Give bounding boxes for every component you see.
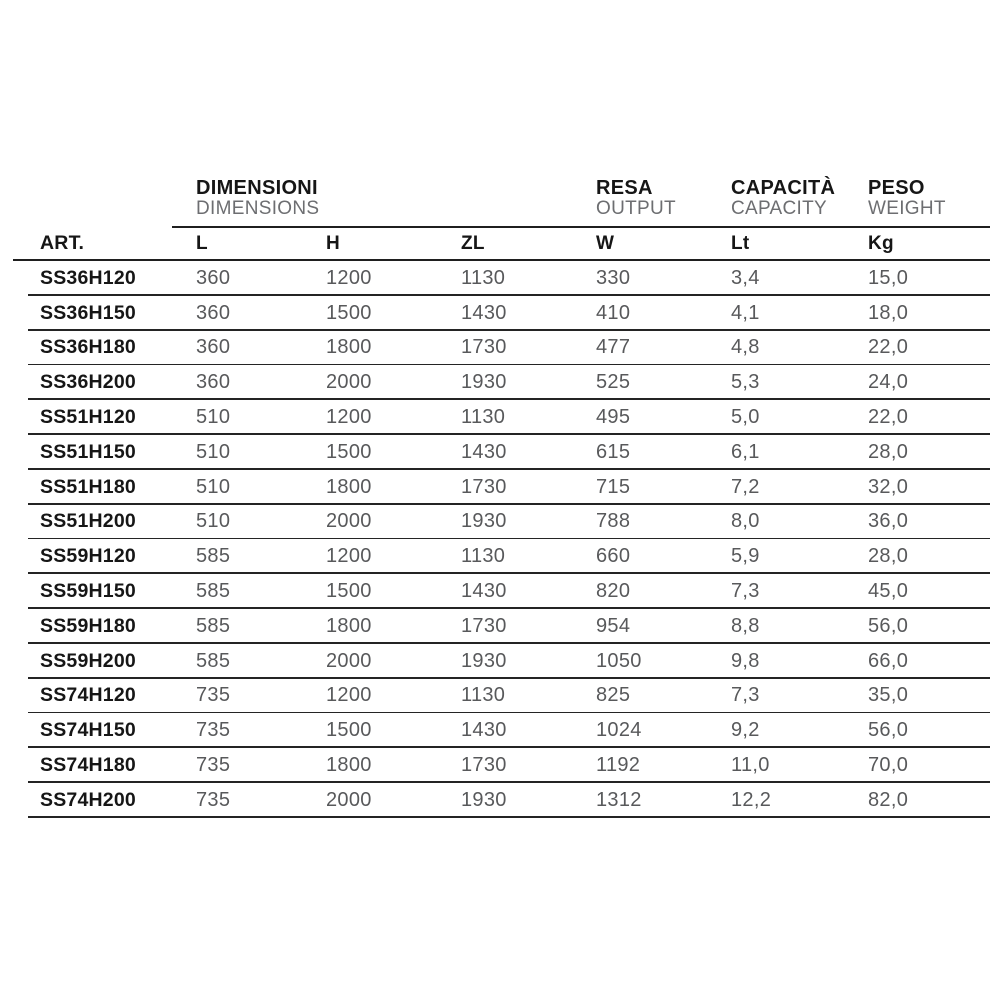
- cell-zl: 1430: [461, 719, 507, 742]
- cell-zl: 1130: [461, 406, 506, 429]
- cell-l: 585: [196, 649, 231, 672]
- cell-lt: 3,4: [731, 266, 760, 289]
- cell-h: 1200: [326, 406, 372, 429]
- group-subtitle-capacity: CAPACITY: [731, 198, 828, 219]
- table-row: [13, 296, 990, 331]
- cell-w: 525: [596, 371, 631, 394]
- cell-lt: 4,8: [731, 336, 760, 359]
- cell-lt: 5,3: [731, 371, 760, 394]
- table-row: [13, 435, 990, 470]
- cell-h: 1800: [326, 754, 372, 777]
- table-row: [13, 644, 990, 679]
- cell-kg: 18,0: [868, 301, 909, 324]
- group-title-output: RESA: [596, 177, 653, 199]
- cell-l: 585: [196, 614, 231, 637]
- cell-h: 1200: [326, 684, 372, 707]
- cell-h: 1800: [326, 614, 372, 637]
- cell-h: 2000: [326, 371, 372, 394]
- cell-h: 1800: [326, 475, 372, 498]
- spec-table: [13, 178, 990, 818]
- column-header-kg: Kg: [868, 232, 894, 254]
- group-header-underline: [172, 226, 990, 228]
- cell-kg: 22,0: [868, 406, 909, 429]
- cell-art: SS59H180: [40, 614, 136, 637]
- cell-l: 585: [196, 580, 231, 603]
- cell-zl: 1430: [461, 301, 507, 324]
- column-group-header-row: [13, 178, 990, 228]
- cell-art: SS74H120: [40, 684, 136, 707]
- cell-lt: 8,0: [731, 510, 760, 533]
- column-group-weight: [855, 178, 990, 219]
- table-row: [13, 470, 990, 505]
- cell-w: 1050: [596, 649, 642, 672]
- cell-zl: 1930: [461, 788, 507, 811]
- cell-h: 2000: [326, 510, 372, 533]
- cell-lt: 7,3: [731, 684, 760, 707]
- cell-h: 2000: [326, 649, 372, 672]
- cell-zl: 1930: [461, 371, 507, 394]
- cell-art: SS74H180: [40, 754, 136, 777]
- cell-w: 660: [596, 545, 631, 568]
- cell-h: 1800: [326, 336, 372, 359]
- column-header-zl: ZL: [461, 232, 485, 254]
- cell-l: 360: [196, 266, 231, 289]
- cell-lt: 11,0: [731, 754, 770, 777]
- cell-lt: 5,0: [731, 406, 760, 429]
- column-header-art: ART.: [40, 232, 85, 254]
- cell-w: 615: [596, 440, 631, 463]
- cell-w: 715: [596, 475, 631, 498]
- cell-art: SS36H150: [40, 301, 136, 324]
- cell-zl: 1130: [461, 266, 506, 289]
- column-header-w: W: [596, 232, 615, 254]
- cell-kg: 36,0: [868, 510, 909, 533]
- cell-l: 510: [196, 475, 231, 498]
- table-row: [13, 400, 990, 435]
- cell-kg: 66,0: [868, 649, 909, 672]
- cell-l: 735: [196, 684, 231, 707]
- group-subtitle-output: OUTPUT: [596, 198, 676, 219]
- column-header-l: L: [196, 232, 208, 254]
- cell-l: 360: [196, 301, 231, 324]
- cell-h: 2000: [326, 788, 372, 811]
- group-subtitle-dimensions: DIMENSIONS: [196, 198, 320, 219]
- cell-lt: 7,2: [731, 475, 760, 498]
- cell-art: SS59H150: [40, 580, 136, 603]
- table-row: [13, 679, 990, 714]
- cell-h: 1500: [326, 440, 372, 463]
- group-subtitle-weight: WEIGHT: [868, 198, 946, 219]
- cell-kg: 56,0: [868, 719, 909, 742]
- cell-kg: 28,0: [868, 440, 909, 463]
- cell-kg: 28,0: [868, 545, 909, 568]
- cell-lt: 12,2: [731, 788, 772, 811]
- cell-kg: 22,0: [868, 336, 909, 359]
- cell-zl: 1130: [461, 684, 506, 707]
- cell-art: SS59H200: [40, 649, 136, 672]
- cell-kg: 24,0: [868, 371, 909, 394]
- cell-w: 1312: [596, 788, 642, 811]
- cell-lt: 9,2: [731, 719, 760, 742]
- table-body: [13, 261, 990, 818]
- cell-art: SS74H200: [40, 788, 136, 811]
- cell-w: 410: [596, 301, 631, 324]
- table-row: [13, 261, 990, 296]
- cell-zl: 1430: [461, 440, 507, 463]
- column-group-dimensions: [183, 178, 583, 219]
- table-row: [13, 609, 990, 644]
- cell-l: 360: [196, 336, 231, 359]
- column-group-capacity: [718, 178, 855, 219]
- cell-w: 954: [596, 614, 631, 637]
- column-header-row: [13, 228, 990, 261]
- cell-kg: 82,0: [868, 788, 909, 811]
- column-group-output: [583, 178, 718, 219]
- cell-h: 1200: [326, 266, 372, 289]
- cell-zl: 1730: [461, 336, 507, 359]
- cell-w: 788: [596, 510, 631, 533]
- table-row: [13, 574, 990, 609]
- cell-zl: 1730: [461, 614, 507, 637]
- cell-l: 735: [196, 754, 231, 777]
- cell-lt: 7,3: [731, 580, 760, 603]
- cell-art: SS51H180: [40, 475, 136, 498]
- cell-l: 510: [196, 406, 231, 429]
- cell-art: SS36H180: [40, 336, 136, 359]
- cell-w: 820: [596, 580, 631, 603]
- cell-h: 1500: [326, 719, 372, 742]
- table-row: [13, 365, 990, 400]
- cell-lt: 6,1: [731, 440, 760, 463]
- cell-zl: 1930: [461, 649, 507, 672]
- cell-art: SS51H200: [40, 510, 136, 533]
- cell-w: 1024: [596, 719, 642, 742]
- table-row: [13, 331, 990, 366]
- cell-w: 330: [596, 266, 631, 289]
- table-row: [13, 748, 990, 783]
- cell-l: 510: [196, 510, 231, 533]
- cell-kg: 45,0: [868, 580, 909, 603]
- cell-lt: 4,1: [731, 301, 760, 324]
- group-title-capacity: CAPACITÀ: [731, 177, 836, 199]
- cell-w: 1192: [596, 754, 641, 777]
- cell-zl: 1730: [461, 754, 507, 777]
- cell-w: 495: [596, 406, 631, 429]
- cell-w: 477: [596, 336, 631, 359]
- cell-h: 1500: [326, 580, 372, 603]
- column-header-h: H: [326, 232, 341, 254]
- group-title-weight: PESO: [868, 177, 925, 199]
- cell-art: SS51H150: [40, 440, 136, 463]
- cell-h: 1500: [326, 301, 372, 324]
- cell-kg: 35,0: [868, 684, 909, 707]
- table-row: [13, 713, 990, 748]
- cell-art: SS59H120: [40, 545, 136, 568]
- cell-w: 825: [596, 684, 631, 707]
- table-row: [13, 783, 990, 818]
- cell-zl: 1430: [461, 580, 507, 603]
- column-header-lt: Lt: [731, 232, 750, 254]
- cell-zl: 1730: [461, 475, 507, 498]
- cell-art: SS51H120: [40, 406, 136, 429]
- cell-zl: 1930: [461, 510, 507, 533]
- cell-l: 360: [196, 371, 231, 394]
- cell-art: SS36H120: [40, 266, 136, 289]
- table-row: [13, 505, 990, 540]
- cell-l: 585: [196, 545, 231, 568]
- cell-h: 1200: [326, 545, 372, 568]
- cell-lt: 5,9: [731, 545, 760, 568]
- cell-art: SS36H200: [40, 371, 136, 394]
- cell-kg: 15,0: [868, 266, 909, 289]
- cell-l: 510: [196, 440, 231, 463]
- table-row: [13, 539, 990, 574]
- group-title-dimensions: DIMENSIONI: [196, 177, 318, 199]
- cell-kg: 32,0: [868, 475, 909, 498]
- cell-l: 735: [196, 788, 231, 811]
- cell-l: 735: [196, 719, 231, 742]
- cell-kg: 70,0: [868, 754, 909, 777]
- cell-zl: 1130: [461, 545, 506, 568]
- cell-lt: 9,8: [731, 649, 760, 672]
- cell-kg: 56,0: [868, 614, 909, 637]
- cell-art: SS74H150: [40, 719, 136, 742]
- cell-lt: 8,8: [731, 614, 760, 637]
